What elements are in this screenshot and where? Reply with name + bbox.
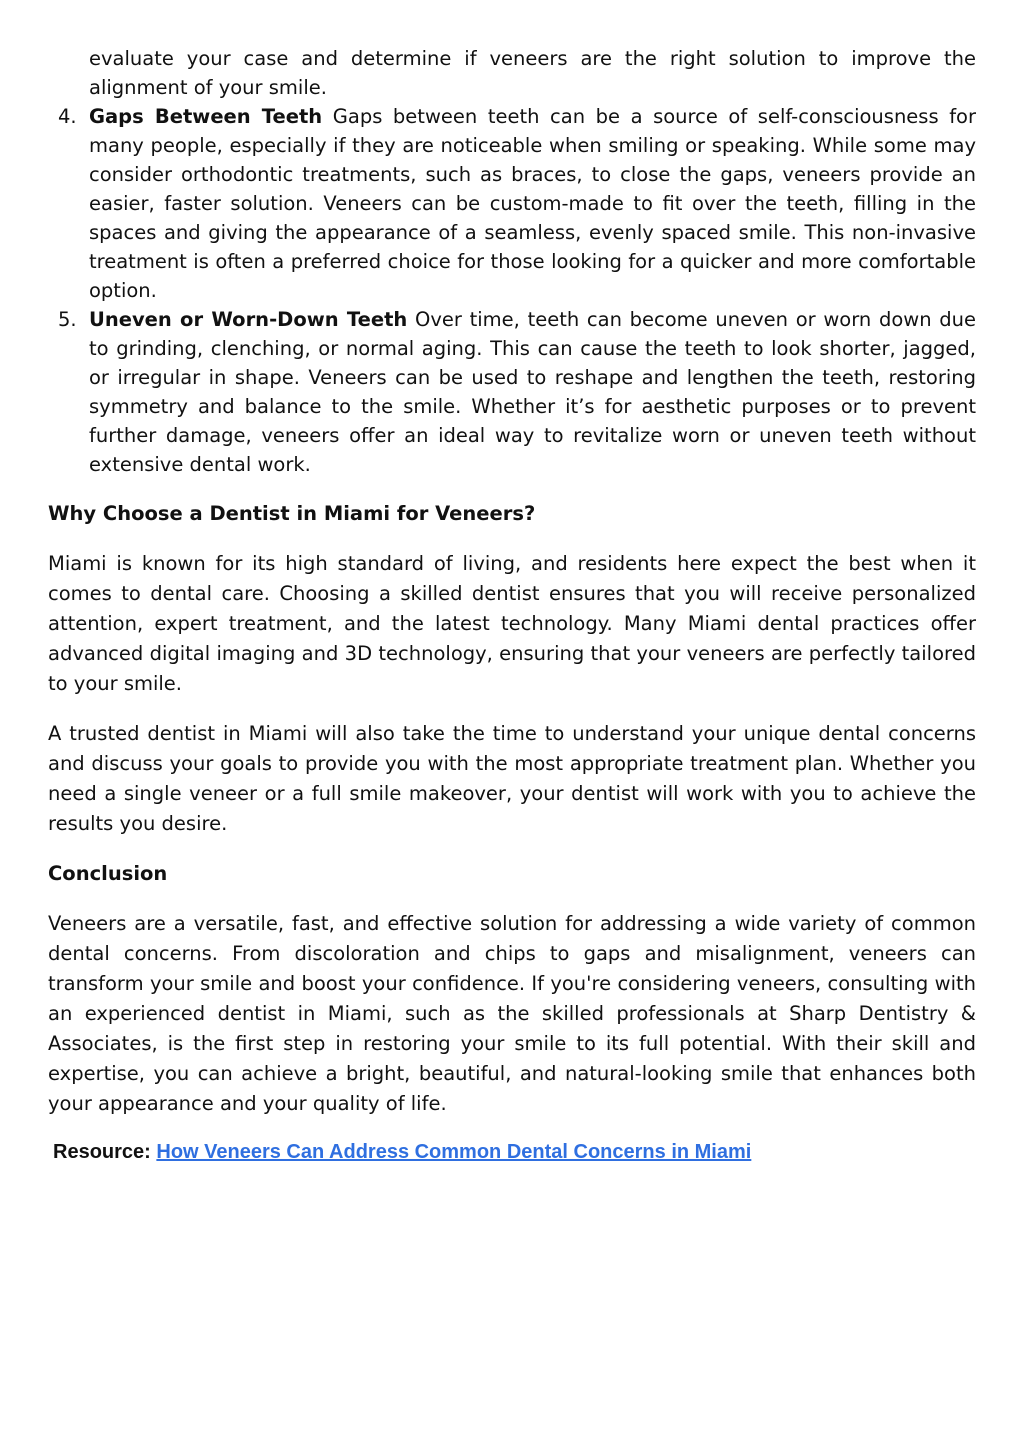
list-item bbox=[48, 305, 976, 479]
list-item-text: Over time, teeth can become uneven or worn down due to grinding, clenching, or normal aging. This can cause the teeth to look shorter, jagged, or irregular in shape. Veneers can be used to reshape and lengthen the teeth, restoring symmetry and balance to the smile. Whether it’s for aesthetic purposes or to prevent further damage, veneers offer an ideal way to revitalize worn or uneven teeth without extensive dental work. bbox=[89, 308, 977, 476]
section-heading-conclusion: Conclusion bbox=[48, 862, 168, 885]
section-heading-why-miami: Why Choose a Dentist in Miami for Veneers? bbox=[48, 502, 536, 525]
conclusion-paragraph: Veneers are a versatile, fast, and effective solution for addressing a wide variety of common dental concerns. From discoloration and chips to gaps and misalignment, veneers can transform your smile and boost your confidence. If you're considering veneers, consulting with an experienced dentist in Miami, such as the skilled professionals at Sharp Dentistry & Associates, is the first step in restoring your smile to its full potential. With their skill and expertise, you can achieve a bright, beautiful, and natural-looking smile that enhances both your appearance and your quality of life. bbox=[48, 912, 976, 1115]
list-item-text: Gaps between teeth can be a source of self-consciousness for many people, especially if they are noticeable when smiling or speaking. While some may consider orthodontic treatments, such as braces, to close the gaps, veneers provide an easier, faster solution. Veneers can be custom-made to fit over the teeth, filling in the spaces and giving the appearance of a seamless, evenly spaced smile. This non-invasive treatment is often a preferred choice for those looking for a quicker and more comfortable option. bbox=[89, 105, 977, 302]
list-item-number: 4. bbox=[58, 105, 77, 128]
resource-line bbox=[48, 1137, 976, 1167]
resource-link[interactable]: How Veneers Can Address Common Dental Concerns in Miami bbox=[156, 1141, 752, 1163]
list-item bbox=[48, 102, 976, 305]
numbered-list bbox=[48, 102, 976, 479]
list-item-number: 5. bbox=[58, 308, 77, 331]
document-page bbox=[48, 44, 976, 1167]
paragraph: Miami is known for its high standard of living, and residents here expect the best when it comes to dental care. Choosing a skilled dentist ensures that you will receive personalized attention, expert treatment, and the latest technology. Many Miami dental practices offer advanced digital imaging and 3D technology, ensuring that your veneers are perfectly tailored to your smile. bbox=[48, 552, 976, 695]
paragraph: A trusted dentist in Miami will also take the time to understand your unique dental concerns and discuss your goals to provide you with the most appropriate treatment plan. Whether you need a single veneer or a full smile makeover, your dentist will work with you to achieve the results you desire. bbox=[48, 722, 976, 835]
list-item-term: Gaps Between Teeth bbox=[89, 105, 323, 128]
list-item-term: Uneven or Worn-Down Teeth bbox=[89, 308, 408, 331]
list-item-continuation: evaluate your case and determine if veneers are the right solution to improve the alignment of your smile. bbox=[89, 47, 976, 99]
resource-label: Resource: bbox=[53, 1141, 151, 1163]
